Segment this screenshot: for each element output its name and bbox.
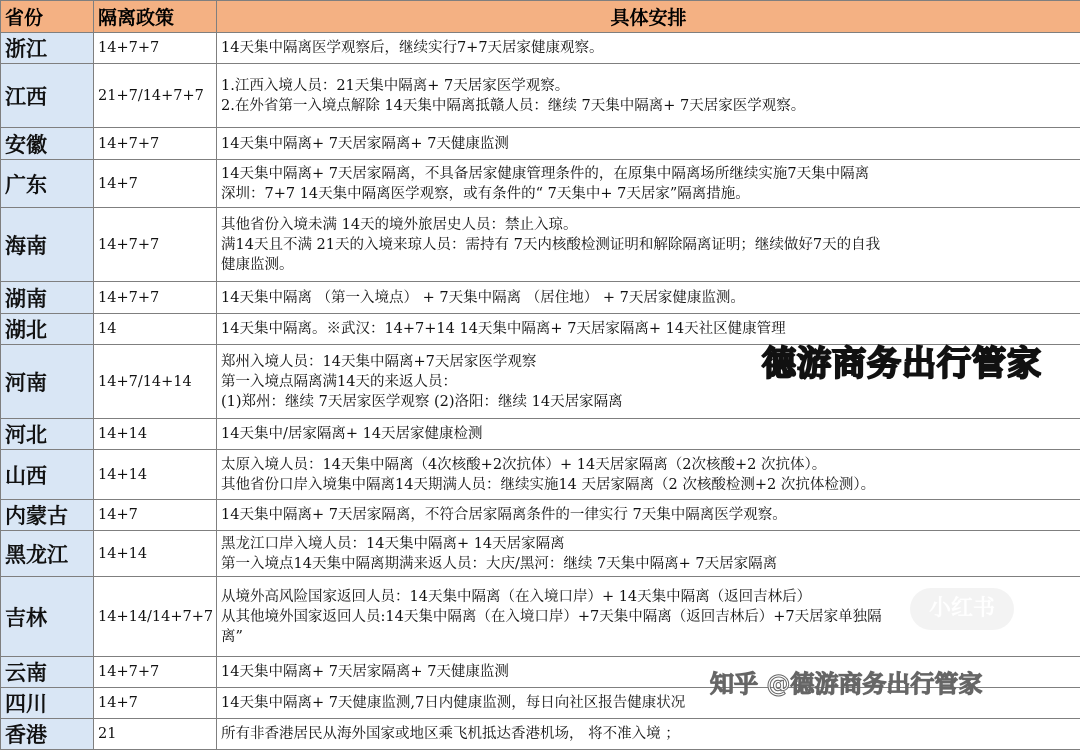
arrangement-line: 1.江西入境人员：21天集中隔离+ 7天居家医学观察。 — [221, 76, 1080, 96]
table-row — [1, 33, 1080, 64]
policy-cell: 14+7 — [94, 688, 217, 719]
watermark-xhs: 小红书 — [910, 588, 1014, 630]
province-cell: 四川 — [1, 688, 94, 719]
table-body — [1, 33, 1080, 750]
arrangement-line: 太原入境人员：14天集中隔离（4次核酸+2次抗体）+ 14天居家隔离（2次核酸+2 次抗体）。 — [221, 455, 1080, 475]
arrangement-line: 14天集中隔离 （第一入境点） + 7天集中隔离 （居住地） + 7天居家健康监测。 — [221, 288, 1080, 308]
policy-cell: 14+7+7 — [94, 128, 217, 160]
arrangement-line: 14天集中隔离+ 7天居家隔离+ 7天健康监测 — [221, 662, 1080, 682]
arrangement-cell — [217, 500, 1080, 531]
table-row — [1, 282, 1080, 314]
watermark-main: 德游商务出行管家 — [762, 336, 1042, 385]
arrangement-cell — [217, 450, 1080, 500]
policy-cell: 14+7+7 — [94, 657, 217, 688]
province-cell: 吉林 — [1, 577, 94, 657]
table-row — [1, 531, 1080, 577]
arrangement-cell — [217, 33, 1080, 64]
province-cell: 江西 — [1, 64, 94, 128]
arrangement-line: 14天集中隔离+ 7天健康监测,7日内健康监测，每日向社区报告健康状况 — [221, 693, 1080, 713]
header-arrangement: 具体安排 — [217, 1, 1080, 33]
policy-cell: 14 — [94, 314, 217, 345]
arrangement-line: 14天集中隔离+ 7天居家隔离，不符合居家隔离条件的一律实行 7天集中隔离医学观察。 — [221, 505, 1080, 525]
arrangement-line: 14天集中隔离。※武汉：14+7+14 14天集中隔离+ 7天居家隔离+ 14天社区健康管理 — [221, 319, 1080, 339]
table-row — [1, 160, 1080, 208]
province-cell: 内蒙古 — [1, 500, 94, 531]
arrangement-cell — [217, 719, 1080, 750]
province-cell: 广东 — [1, 160, 94, 208]
province-cell: 湖北 — [1, 314, 94, 345]
arrangement-line: 离” — [221, 627, 1080, 647]
policy-cell: 14+14/14+7+7 — [94, 577, 217, 657]
policy-cell: 21+7/14+7+7 — [94, 64, 217, 128]
province-cell: 安徽 — [1, 128, 94, 160]
policy-cell: 14+7/14+14 — [94, 345, 217, 419]
arrangement-line: 其他省份入境未满 14天的境外旅居史人员：禁止入琼。 — [221, 215, 1080, 235]
arrangement-line: 2.在外省第一入境点解除 14天集中隔离抵赣人员：继续 7天集中隔离+ 7天居家医学观察。 — [221, 96, 1080, 116]
policy-cell: 14+14 — [94, 531, 217, 577]
arrangement-line: 所有非香港居民从海外国家或地区乘飞机抵达香港机场， 将不准入境 ； — [221, 724, 1080, 744]
arrangement-line: 其他省份口岸入境集中隔离14天期满人员：继续实施14 天居家隔离（2 次核酸检测+2 次抗体检测）。 — [221, 475, 1080, 495]
province-cell: 浙江 — [1, 33, 94, 64]
header-row — [1, 1, 1080, 33]
arrangement-line: 第一入境点隔离满14天的来返人员： — [221, 372, 1080, 392]
arrangement-cell — [217, 282, 1080, 314]
arrangement-line: 14天集中/居家隔离+ 14天居家健康检测 — [221, 424, 1080, 444]
arrangement-line: 深圳：7+7 14天集中隔离医学观察，或有条件的“ 7天集中+ 7天居家”隔离措施。 — [221, 184, 1080, 204]
province-cell: 云南 — [1, 657, 94, 688]
header-policy: 隔离政策 — [94, 1, 217, 33]
arrangement-cell — [217, 160, 1080, 208]
policy-cell: 14+7+7 — [94, 33, 217, 64]
arrangement-line: 14天集中隔离医学观察后，继续实行7+7天居家健康观察。 — [221, 38, 1080, 58]
header-province: 省份 — [1, 1, 94, 33]
province-cell: 海南 — [1, 208, 94, 282]
arrangement-cell — [217, 531, 1080, 577]
province-cell: 山西 — [1, 450, 94, 500]
arrangement-line: 14天集中隔离+ 7天居家隔离，不具备居家健康管理条件的，在原集中隔离场所继续实施7天集中隔离 — [221, 164, 1080, 184]
arrangement-line: 满14天且不满 21天的入境来琼人员：需持有 7天内核酸检测证明和解除隔离证明；继续做好7天的自我 — [221, 235, 1080, 255]
province-cell: 黑龙江 — [1, 531, 94, 577]
policy-cell: 14+7+7 — [94, 208, 217, 282]
policy-cell: 14+7 — [94, 160, 217, 208]
policy-cell: 14+14 — [94, 419, 217, 450]
province-cell: 湖南 — [1, 282, 94, 314]
policy-cell: 21 — [94, 719, 217, 750]
table-row — [1, 450, 1080, 500]
policy-cell: 14+14 — [94, 450, 217, 500]
arrangement-line: 从其他境外国家返回人员:14天集中隔离（在入境口岸）+7天集中隔离（返回吉林后）+7天居家单独隔 — [221, 607, 1080, 627]
arrangement-cell — [217, 419, 1080, 450]
arrangement-line: 14天集中隔离+ 7天居家隔离+ 7天健康监测 — [221, 134, 1080, 154]
table-row — [1, 208, 1080, 282]
province-cell: 河北 — [1, 419, 94, 450]
arrangement-cell — [217, 64, 1080, 128]
policy-cell: 14+7+7 — [94, 282, 217, 314]
arrangement-cell — [217, 208, 1080, 282]
table-row — [1, 500, 1080, 531]
watermark-zhihu: 知乎 @德游商务出行管家 — [710, 664, 982, 699]
policy-cell: 14+7 — [94, 500, 217, 531]
table-row — [1, 64, 1080, 128]
arrangement-line: (1)郑州：继续 7天居家医学观察 (2)洛阳：继续 14天居家隔离 — [221, 392, 1080, 412]
table-row — [1, 128, 1080, 160]
table-row — [1, 419, 1080, 450]
arrangement-line: 健康监测。 — [221, 255, 1080, 275]
arrangement-line: 第一入境点14天集中隔离期满来返人员：大庆/黑河：继续 7天集中隔离+ 7天居家隔离 — [221, 554, 1080, 574]
province-cell: 河南 — [1, 345, 94, 419]
arrangement-line: 郑州入境人员：14天集中隔离+7天居家医学观察 — [221, 352, 1080, 372]
province-cell: 香港 — [1, 719, 94, 750]
arrangement-line: 黑龙江口岸入境人员：14天集中隔离+ 14天居家隔离 — [221, 534, 1080, 554]
arrangement-line: 从境外高风险国家返回人员：14天集中隔离（在入境口岸）+ 14天集中隔离（返回吉林后） — [221, 587, 1080, 607]
table-row — [1, 719, 1080, 750]
arrangement-cell — [217, 128, 1080, 160]
